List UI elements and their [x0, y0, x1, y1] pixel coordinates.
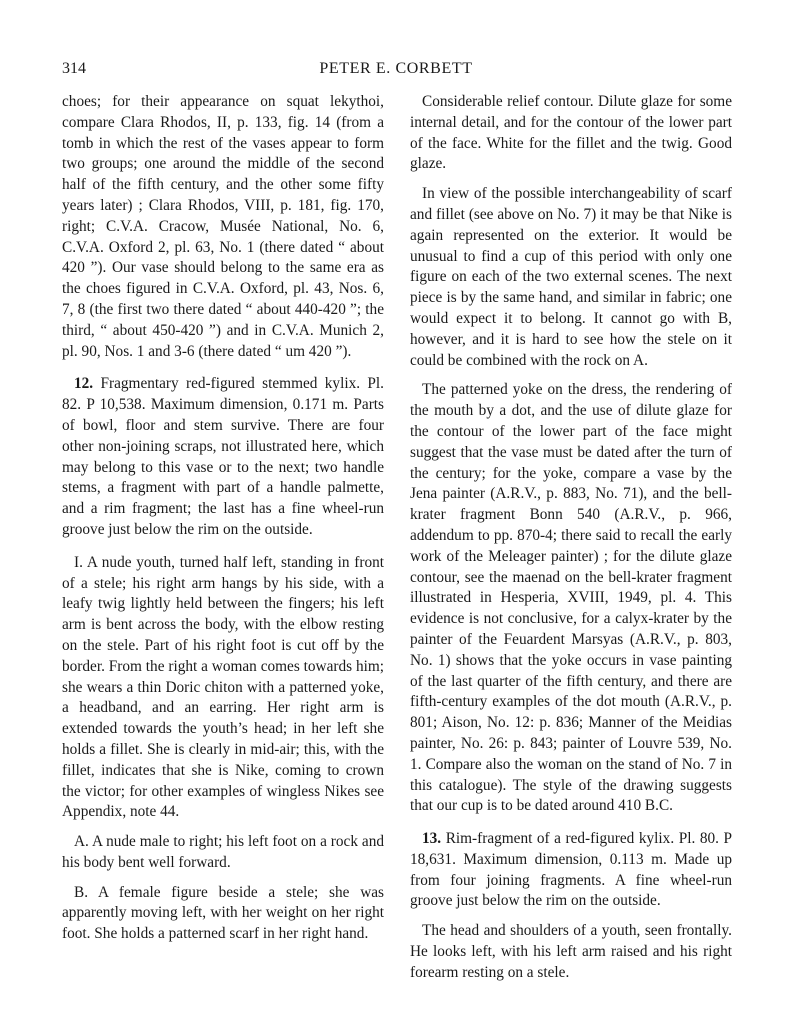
- page-number: 314: [62, 60, 86, 77]
- paragraph-dating: The patterned yoke on the dress, the rendering of the mouth by a dot, and the use of dilute glaze for the contour of the lower part of the face might suggest that the vase must be dated after the turn of the century; for the yoke, compare a vase by the Jena painter (A.R.V., p. 883, No. 71), and the bell-krater fragment Bonn 540 (A.R.V., p. 966, addendum to pp. 870-4; there said to recall the early work of the Meleager painter) ; for the dilute glaze contour, see the maenad on the bell-krater fragment illustrated in Hesperia, XVIII, 1949, pl. 4. This evidence is not conclusive, for a calyx-krater by the painter of the Feuardent Marsyas (A.R.V., p. 803, No. 1) shows that the yoke occurs in vase painting of the last quarter of the fifth century, and there are fifth-century examples of the dot mouth (A.R.V., p. 801; Aison, No. 12: p. 836; Manner of the Meidias painter, No. 26: p. 843; painter of Louvre 539, No. 1. Compare also the woman on the stand of No. 7 in this catalogue). The style of the drawing suggests that our cup is to be dated around 410 B.C.: [410, 381, 732, 815]
- paragraph-technique: Considerable relief contour. Dilute glaze for some internal detail, and for the contour of the lower part of the face. White for the fillet and the twig. Good glaze.: [410, 93, 732, 173]
- entry-number: 13.: [422, 830, 442, 848]
- right-column: [410, 92, 732, 984]
- entry-number: 12.: [74, 375, 94, 393]
- page-header: [62, 60, 730, 82]
- entry-12-description: Fragmentary red-figured stemmed kylix. Pl. 82. P 10,538. Maximum dimension, 0.171 m. Parts of bowl, floor and stem survive. There are four other non-joining scraps, not illustrated here, which may belong to this vase or to the next; two handle stems, a fragment with part of a handle palmette, and a rim fragment; the last has a fine wheel-run groove just below the rim on the outside.: [62, 375, 384, 538]
- running-head: PETER E. CORBETT: [319, 60, 473, 77]
- paragraph-interior-scene: I. A nude youth, turned half left, standing in front of a stele; his right arm hangs by his side, with a leafy twig lightly held between the fingers; his left arm is bent across the body, with the elbow resting on the stele. Part of his right foot is cut off by the border. From the right a woman comes towards him; she wears a thin Doric chiton with a patterned yoke, a headband, and an earring. Her right arm is extended towards the youth’s head; in her left she holds a fillet. She is clearly in mid-air; this, with the fillet, indicates that she is Nike, coming to crown the victor; for other examples of wingless Nikes see Appendix, note 44.: [62, 553, 384, 821]
- paragraph-choes-continuation: choes; for their appearance on squat lekythoi, compare Clara Rhodos, II, p. 133, fig. 14 (from a tomb in which the rest of the vases appear to form two groups; one around the middle of the second half of the fifth century, and the other some fifty years later) ; Clara Rhodos, VIII, p. 181, fig. 170, right; C.V.A. Cracow, Musée National, No. 6, C.V.A. Oxford 2, pl. 63, No. 1 (there dated “ about 420 ”). Our vase should belong to the same era as the choes figured in C.V.A. Oxford, pl. 43, Nos. 6, 7, 8 (the first two there dated “ about 440-420 ”; the third, “ about 450-420 ”) and in C.V.A. Munich 2, pl. 90, Nos. 1 and 3-6 (there dated “ um 420 ”).: [62, 93, 384, 360]
- paragraph-side-a: A. A nude male to right; his left foot on a rock and his body bent well forward.: [62, 833, 384, 871]
- entry-13-description: Rim-fragment of a red-figured kylix. Pl. 80. P 18,631. Maximum dimension, 0.113 m. Made up from four joining fragments. A fine wheel-run groove just below the rim on the outside.: [410, 830, 732, 910]
- paragraph-youth-description: The head and shoulders of a youth, seen frontally. He looks left, with his left arm raised and his right forearm resting on a stele.: [410, 922, 732, 981]
- paragraph-entry-13: [410, 829, 732, 912]
- paragraph-side-b: B. A female figure beside a stele; she was apparently moving left, with her weight on her right foot. She holds a patterned scarf in her right hand.: [62, 883, 384, 943]
- left-column: [62, 92, 384, 945]
- paragraph-scarf-fillet: In view of the possible interchangeability of scarf and fillet (see above on No. 7) it may be that Nike is again represented on the exterior. It would be unusual to find a cup of this period with only one figure on each of the two external scenes. The next piece is by the same hand, and similar in fabric; one would expect it to belong. It cannot go with B, however, and it is hard to see how the stele on it could be combined with the rock on A.: [410, 185, 732, 369]
- paragraph-entry-12: [62, 374, 384, 540]
